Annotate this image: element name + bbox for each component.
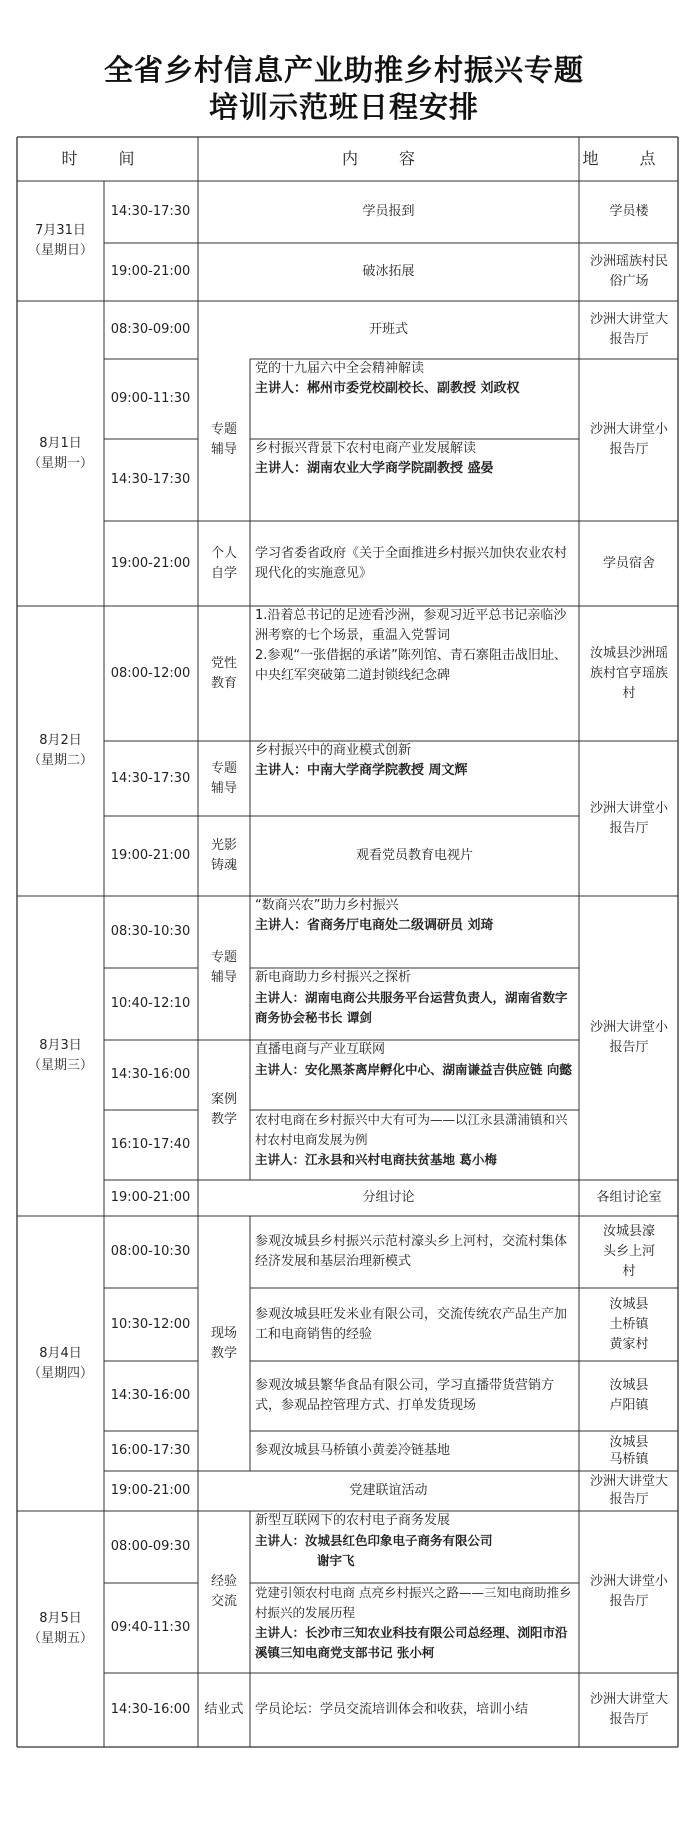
day-cell-0801: 8月1日 （星期一） [27, 435, 93, 471]
content-cell: 直播电商与产业互联网 主讲人：安化黑茶离岸孵化中心、湖南谦益吉供应链 向懿 [255, 1042, 572, 1077]
content-cell: 学习省委省政府《关于全面推进乡村振兴加快农业农村现代化的实施意见》 [255, 545, 568, 581]
day-cell-0802: 8月2日 （星期二） [27, 733, 93, 768]
content-cell: 参观汝城县繁华食品有限公司，学习直播带货营销方式，参观品控管理方式、打单发货现场 [255, 1378, 555, 1413]
place-cell: 沙洲大讲堂大报告厅 [589, 1692, 668, 1727]
content-cell: “数商兴农”助力乡村振兴 主讲人：省商务厅电商处二级调研员 刘琦 [255, 898, 494, 933]
time-cell: 14:30-16:00 [110, 1067, 191, 1082]
place-cell: 学员楼 [609, 204, 649, 219]
place-cell: 沙洲大讲堂大报告厅 [589, 1474, 668, 1507]
content-cell: 新电商助力乡村振兴之探析 主讲人：湖南电商公共服务平台运营负责人，湖南省数字商务协会秘书长 谭剑 [255, 970, 568, 1025]
time-cell: 19:00-21:00 [110, 1483, 191, 1498]
day-cell-0803: 8月3日 （星期三） [27, 1038, 93, 1073]
place-cell: 汝城县濠头乡上河村 [602, 1224, 655, 1279]
category-cell: 党性教育 [210, 655, 237, 691]
content-cell: 分组讨论 [362, 1190, 415, 1205]
category-cell: 结业式 [204, 1702, 244, 1717]
page-subtitle: 培训示范班日程安排 [208, 90, 479, 124]
content-cell: 破冰拓展 [362, 264, 415, 279]
category-cell: 个人自学 [210, 545, 237, 581]
day-cell-0731: 7月31日 （星期日） [27, 223, 93, 258]
place-cell: 汝城县土桥镇黄家村 [609, 1296, 649, 1352]
time-cell: 08:00-12:00 [110, 665, 191, 681]
time-cell: 19:00-21:00 [110, 264, 191, 279]
content-cell: 党建联谊活动 [349, 1483, 428, 1498]
content-cell: 参观汝城县马桥镇小黄姜冷链基地 [255, 1443, 451, 1458]
day-cell-0804: 8月4日 （星期四） [27, 1345, 93, 1381]
time-cell: 10:40-12:10 [110, 996, 191, 1011]
time-cell: 19:00-21:00 [110, 555, 191, 571]
place-cell: 沙洲大讲堂小报告厅 [589, 800, 668, 836]
time-cell: 19:00-21:00 [110, 1190, 191, 1205]
place-cell: 汝城县沙洲瑶族村官亨瑶族村 [589, 645, 668, 701]
time-cell: 16:00-17:30 [110, 1443, 191, 1458]
content-cell: 学员报到 [362, 204, 415, 219]
day-cell-0805: 8月5日 （星期五） [27, 1611, 93, 1646]
place-cell: 沙洲瑶族村民俗广场 [589, 254, 668, 289]
time-cell: 14:30-17:30 [110, 472, 191, 487]
time-cell: 08:30-10:30 [110, 924, 191, 939]
time-cell: 09:00-11:30 [110, 391, 191, 406]
time-cell: 16:10-17:40 [110, 1137, 191, 1152]
time-cell: 08:00-09:30 [110, 1539, 191, 1554]
content-cell: 1.沿着总书记的足迹看沙洲，参观习近平总书记亲临沙洲考察的七个场景，重温入党誓词 2.参观“一张借据的承诺”陈列馆、青石寨阻击战旧址、中央红军突破第二道封锁线纪念碑 [255, 608, 567, 683]
header-content: 内 容 [341, 149, 434, 168]
place-cell: 沙洲大讲堂小报告厅 [589, 1574, 668, 1609]
time-cell: 08:00-10:30 [110, 1244, 191, 1259]
time-cell: 10:30-12:00 [110, 1316, 191, 1332]
place-cell: 汝城县马桥镇 [609, 1435, 649, 1467]
time-cell: 14:30-17:30 [110, 770, 191, 786]
category-cell: 专题辅导 [210, 760, 237, 796]
time-cell: 14:30-16:00 [110, 1388, 191, 1403]
content-cell: 参观汝城县旺发米业有限公司，交流传统农产品生产加工和电商销售的经验 [255, 1306, 568, 1342]
category-cell: 光影铸魂 [210, 838, 237, 873]
place-cell: 沙洲大讲堂小报告厅 [589, 422, 668, 457]
category-cell: 专题辅导 [210, 422, 237, 457]
place-cell: 学员宿舍 [602, 555, 655, 571]
header-time: 时 间 [61, 149, 153, 168]
content-cell: 乡村振兴中的商业模式创新 主讲人：中南大学商学院教授 周文辉 [255, 743, 468, 778]
time-cell: 19:00-21:00 [110, 848, 191, 863]
time-cell: 14:30-16:00 [110, 1702, 191, 1717]
time-cell: 08:30-09:00 [110, 322, 191, 337]
place-cell: 各组讨论室 [596, 1190, 662, 1205]
category-cell: 现场教学 [210, 1325, 237, 1361]
content-cell: 开班式 [368, 322, 408, 337]
time-cell: 09:40-11:30 [110, 1620, 191, 1635]
content-cell: 党的十九届六中全会精神解读 主讲人：郴州市委党校副校长、副教授 刘政权 [255, 361, 520, 396]
place-cell: 汝城县卢阳镇 [609, 1378, 649, 1413]
place-cell: 沙洲大讲堂小报告厅 [589, 1020, 668, 1055]
place-cell: 沙洲大讲堂大报告厅 [589, 312, 668, 347]
content-cell: 参观汝城县乡村振兴示范村濠头乡上河村，交流村集体经济发展和基层治理新模式 [255, 1234, 568, 1269]
category-cell: 案例教学 [210, 1092, 237, 1127]
content-cell: 观看党员教育电视片 [355, 848, 473, 863]
content-cell: 农村电商在乡村振兴中大有可为——以江永县潇浦镇和兴村农村电商发展为例 主讲人：江永县和兴村电商扶贫基地 葛小梅 [255, 1112, 568, 1167]
header-place: 地 点 [582, 149, 674, 168]
content-cell: 学员论坛：学员交流培训体会和收获，培训小结 [255, 1702, 529, 1717]
content-cell: 乡村振兴背景下农村电商产业发展解读 主讲人：湖南农业大学商学院副教授 盛晏 [255, 441, 494, 476]
category-cell: 专题辅导 [210, 950, 237, 985]
content-cell: 党建引领农村电商 点亮乡村振兴之路——三知电商助推乡村振兴的发展历程 主讲人：长沙市三知农业科技有限公司总经理、浏阳市沿溪镇三知电商党支部书记 张小柯 [255, 1585, 572, 1660]
category-cell: 经验交流 [210, 1574, 237, 1609]
content-cell: 新型互联网下的农村电子商务发展 主讲人：汝城县红色印象电子商务有限公司 谢宇飞 [255, 1513, 493, 1568]
page-title: 全省乡村信息产业助推乡村振兴专题 [103, 53, 584, 87]
time-cell: 14:30-17:30 [110, 204, 191, 219]
